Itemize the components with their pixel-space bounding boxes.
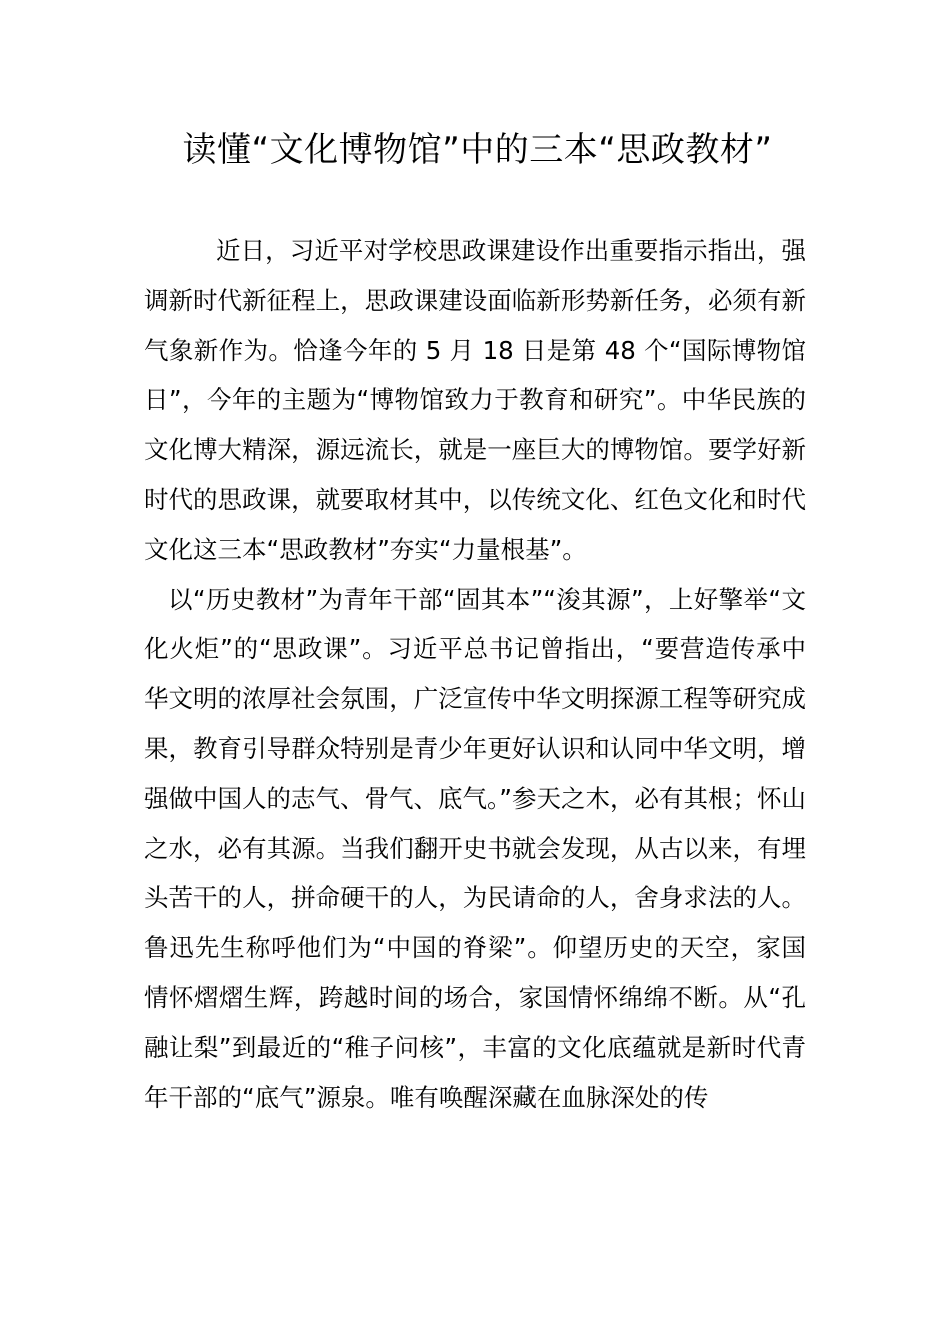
paragraph: 以“历史教材”为青年干部“固其本”“浚其源”，上好擎举“文化火炬”的“思政课”。习近平总书记曾指出，“要营造传承中华文明的浓厚社会氛围，广泛宣传中华文明探源工程等研究成果，教育引导群众特别是青少年更好认识和认同中华文明，增强做中国人的志气、骨气、底气。”参天之木，必有其根；怀山之水，必有其源。当我们翻开史书就会发现，从古以来，有埋头苦干的人，拼命硬干的人，为民请命的人，舍身求法的人。鲁迅先生称呼他们为“中国的脊梁”。仰望历史的天空，家国情怀熠熠生辉，跨越时间的场合，家国情怀绵绵不断。从“孔融让梨”到最近的“稚子问核”，丰富的文化底蕴就是新时代青年干部的“底气”源泉。唯有唤醒深藏在血脉深处的传 [144, 584, 806, 1112]
paragraph: 近日，习近平对学校思政课建设作出重要指示指出，强调新时代新征程上，思政课建设面临新形势新任务，必须有新气象新作为。恰逢今年的 5 月 18 日是第 48 个“国际博物馆日”，今年的主题为“博物馆致力于教育和研究”。中华民族的文化博大精深，源远流长，就是一座巨大的博物馆。要学好新时代的思政课，就要取材其中，以传统文化、红色文化和时代文化这三本“思政教材”夯实“力量根基”。 [144, 236, 806, 564]
document-title: 读懂“文化博物馆”中的三本“思政教材” [182, 130, 773, 170]
document-body [144, 226, 806, 1122]
